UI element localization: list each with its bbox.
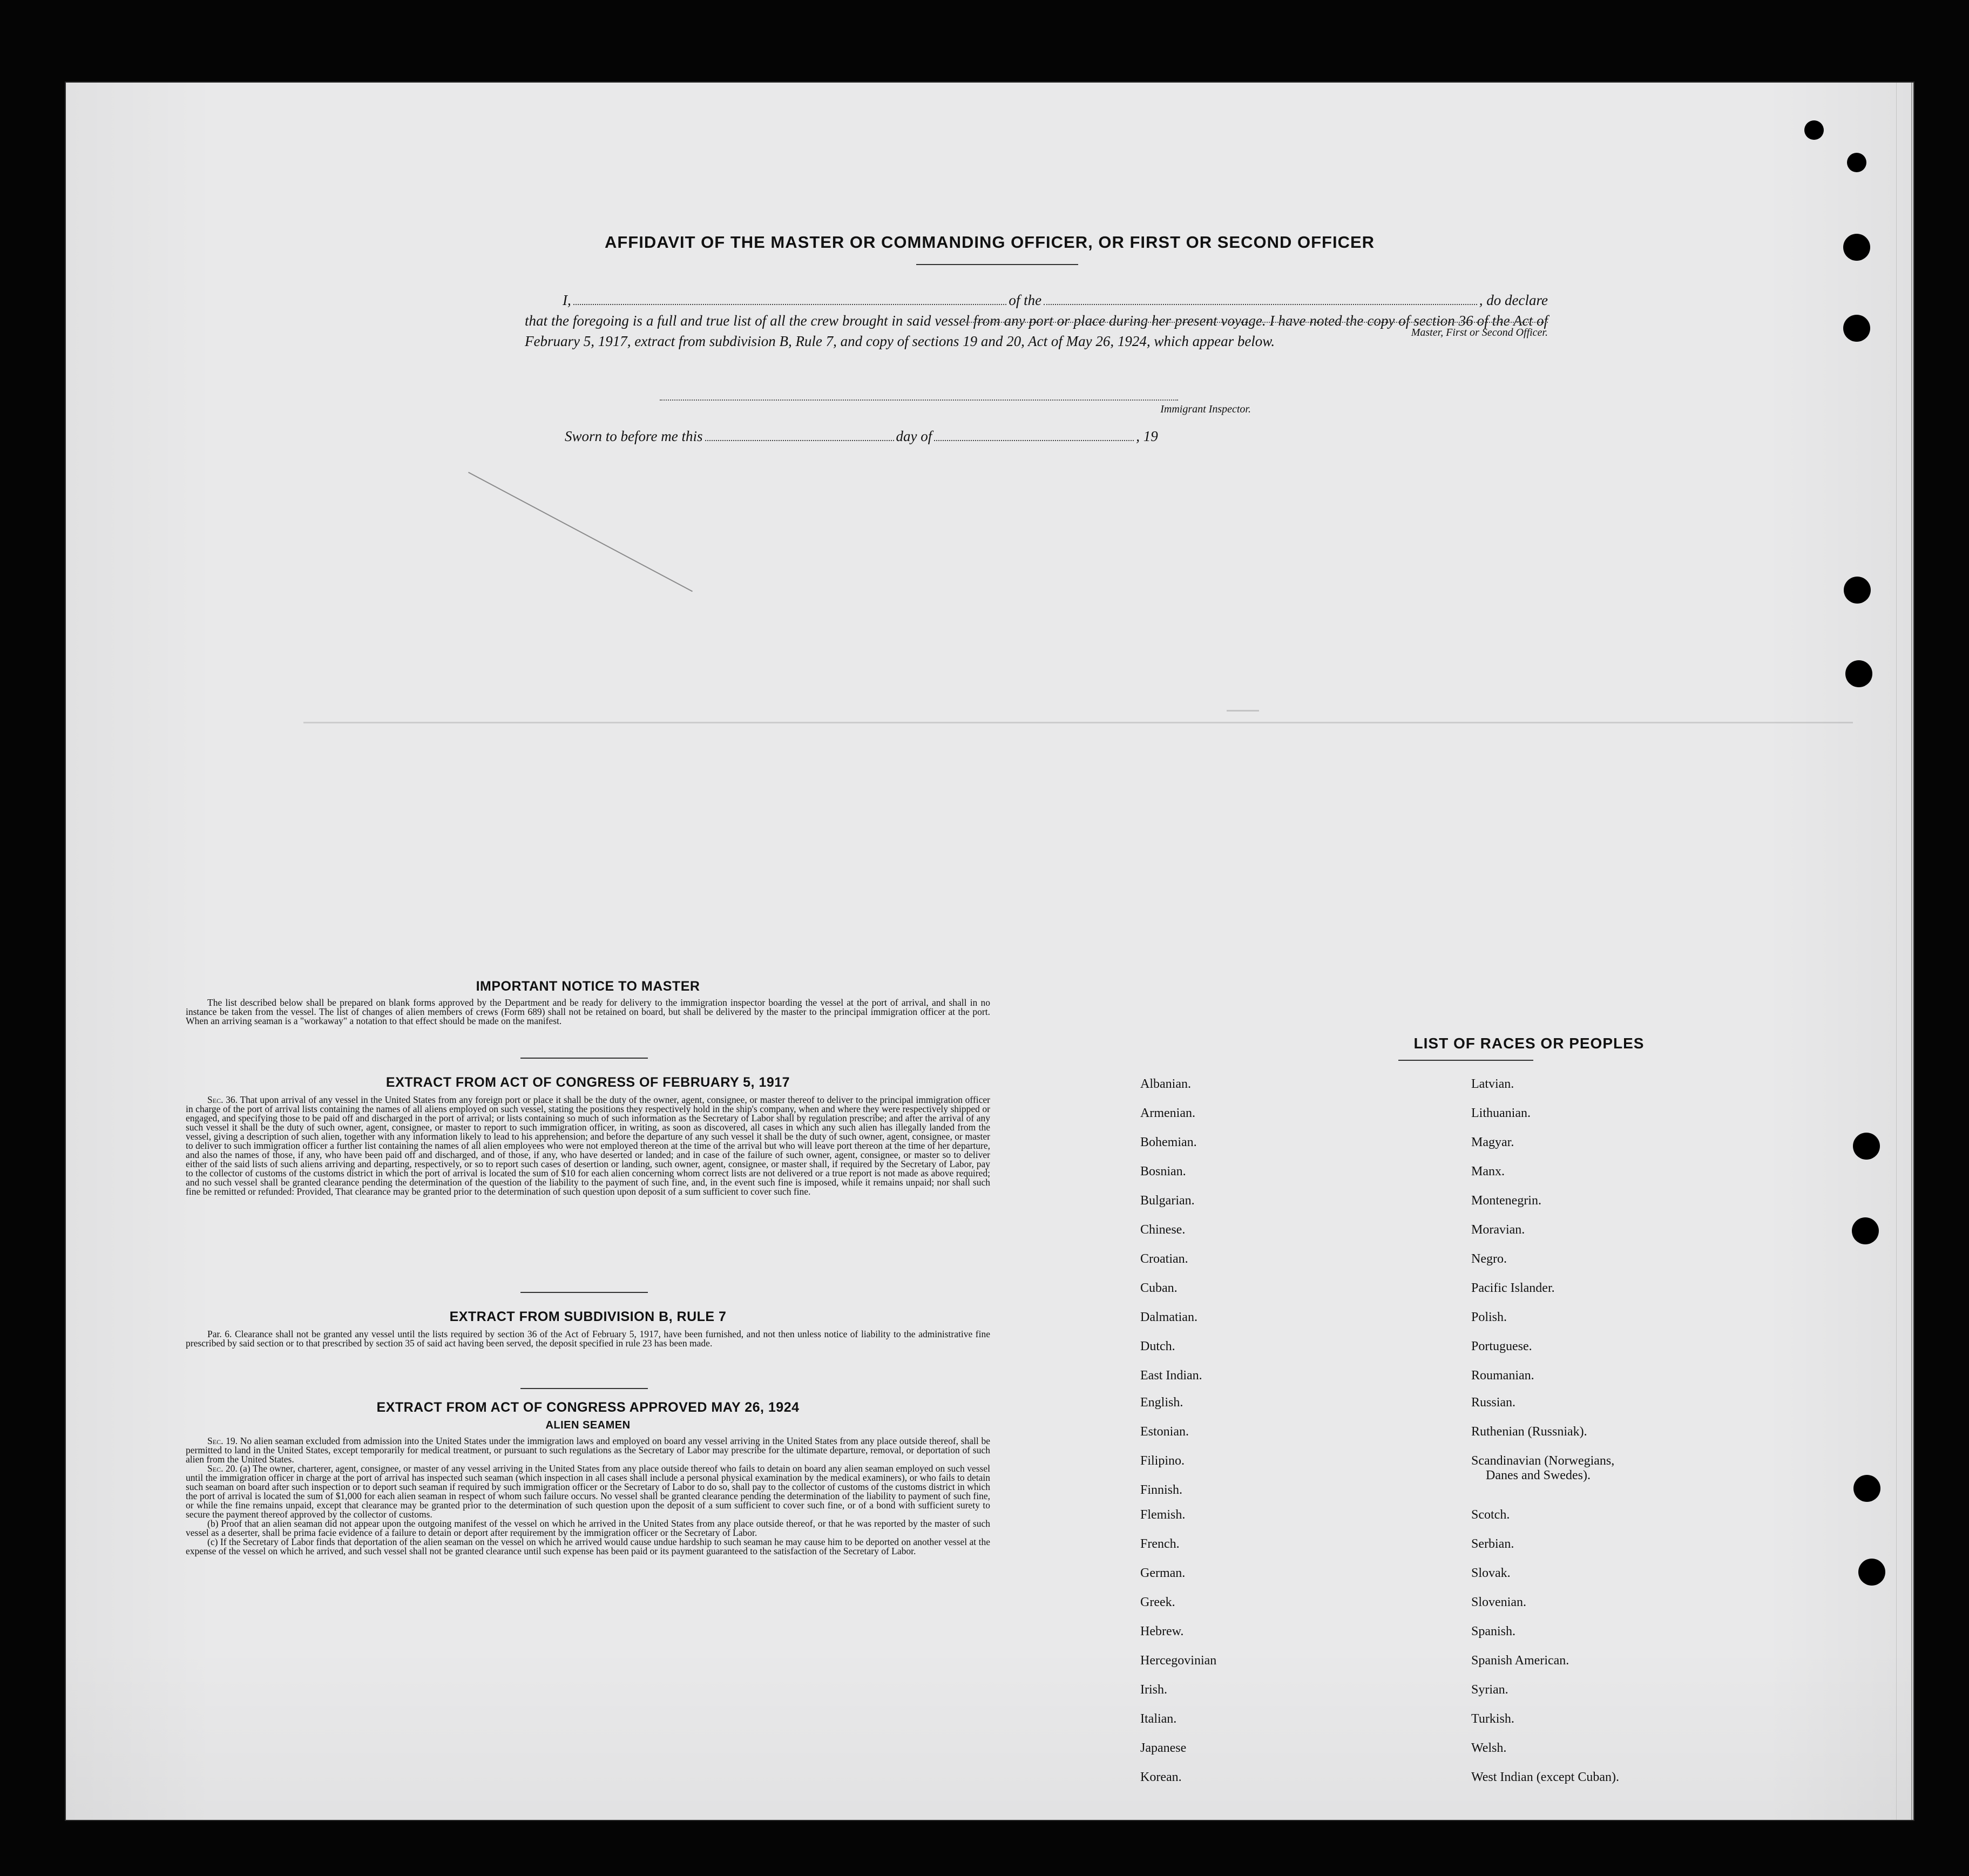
- punch-hole: [1845, 660, 1872, 687]
- race-left-item: Korean.: [1140, 1770, 1182, 1784]
- punch-hole: [1847, 153, 1866, 172]
- sec-20a-text: (a) The owner, charterer, agent, consignee, or master of any vessel arriving in the United States from any place outside thereof who fails to detain on board any alien seaman employed on such vessel until the immigration officer in charge at the port of arrival has inspected such seaman (which inspection in all cases shall include a personal physical examination by the medical examiners), or who fails to detain such seaman on board after such inspection or to deport such seaman if required by such immigration officer or the Secretary of Labor to do so, shall pay to the collector of customs of the customs district in which the port of arrival is located the sum of $1,000 for each alien seaman in respect of whom such failure occurs. No vessel shall be granted clearance pending the determination of the liability to payment of such fine, or while the fine remains unpaid, except that clearance may be granted prior to the determination of such question upon the deposit of a sum sufficient to cover such fine, or of a bond with sufficient surety to secure the payment thereof approved by the collector of customs.: [186, 1463, 991, 1520]
- races-title: LIST OF RACES OR PEOPLES: [1413, 1035, 1645, 1052]
- punch-hole: [1844, 577, 1871, 604]
- race-left-item: Croatian.: [1140, 1252, 1188, 1266]
- race-right-item: Magyar.: [1471, 1135, 1514, 1149]
- divider-1: [520, 1058, 648, 1059]
- inspector-caption: Immigrant Inspector.: [1160, 403, 1251, 415]
- sec-36-paragraph: [186, 1095, 990, 1196]
- race-right-item: Negro.: [1471, 1252, 1507, 1266]
- race-right-item: Spanish.: [1471, 1624, 1516, 1638]
- day-of-label: day of: [896, 428, 932, 444]
- punch-hole: [1843, 234, 1870, 261]
- punch-hole: [1852, 1217, 1879, 1244]
- race-right-item: Slovenian.: [1471, 1595, 1526, 1609]
- notice-title: IMPORTANT NOTICE TO MASTER: [476, 979, 700, 994]
- sworn-label: Sworn to before me this: [565, 428, 703, 444]
- right-edge-line: [1911, 83, 1912, 1820]
- sec-36-text: That upon arrival of any vessel in the United States from any foreign port or place it shall be the duty of the owner, agent, consignee, or master thereof to deliver to the principal immigration officer in charge of the port of arrival lists containing the names of all aliens employed on such vessel, stating the positions they respectively hold in the ship's company, when and where they were respectively shipped or engaged, and specifying those to be paid off and discharged in the port of arrival; or lists containing so much of such information as the Secretary of Labor shall by regulation prescribe; and after the arrival of any such vessel it shall be the duty of such owner, agent, consignee, or master to report to such immigration officer, in writing, as soon as discovered, all cases in which any such alien has illegally landed from the vessel, giving a description of such alien, together with any information likely to lead to his apprehension; and before the departure of any such vessel it shall be the duty of such owner, agent, consignee, or master to deliver to such immigration officer a further list containing the names of all alien employees who were not employed thereon at the time of the arrival but who will leave port thereon at the time of her departure, and also the names of those, if any, who have been paid off and discharged, and of those, if any, who have deserted or landed; and in case of the failure of such owner, agent, consignee, or master so to deliver either of the said lists of such aliens arriving and departing, respectively, or so to report such cases of desertion or landing, such owner, agent, consignee, or master shall, if required by the Secretary of Labor, pay to the collector of customs of the customs district in which the port of arrival is located the sum of $10 for each alien concerning whom correct lists are not delivered or a true report is not made as above required; and no such vessel shall be granted clearance pending the determination of the question of the liability to the payment of such fine, and, in the event such fine is imposed, while it remains unpaid; nor shall such fine be remitted or refunded: Provided, That clearance may be granted prior to the determination of such question upon deposit of a sum sufficient to cover such fine.: [186, 1094, 990, 1197]
- race-left-item: French.: [1140, 1537, 1180, 1551]
- race-left-item: Bosnian.: [1140, 1164, 1186, 1179]
- sec-20a-paragraph: [186, 1464, 990, 1519]
- title-rule: [916, 264, 1078, 265]
- race-right-item: Montenegrin.: [1471, 1194, 1541, 1208]
- race-left-item: Bohemian.: [1140, 1135, 1197, 1149]
- race-left-item: Dalmatian.: [1140, 1310, 1197, 1324]
- race-right-item: Pacific Islander.: [1471, 1281, 1555, 1295]
- race-left-item: German.: [1140, 1566, 1186, 1580]
- race-right-item: Spanish American.: [1471, 1654, 1569, 1668]
- notice-paragraph: The list described below shall be prepared on blank forms approved by the Department and be ready for delivery to the immigration inspector boarding the vessel at the port of arrival, and shall in no instance be taken from the vessel. The list of changes of alien members of crews (Form 689) shall not be retained on board, but shall be delivered by the master to the principal immigration officer at the port. When an arriving seaman is a "workaway" a notation to that effect should be made on the manifest.: [186, 997, 990, 1026]
- vessel-blank[interactable]: [1044, 293, 1477, 305]
- punch-hole: [1843, 315, 1870, 342]
- extract-rule7-body: [186, 1330, 990, 1348]
- year-label: , 19: [1136, 428, 1158, 444]
- race-right-item: Syrian.: [1471, 1683, 1508, 1697]
- race-left-item: Armenian.: [1140, 1106, 1195, 1120]
- do-declare-label: , do declare: [1479, 292, 1548, 308]
- punch-hole: [1853, 1475, 1880, 1502]
- sec-19-label: Sec. 19.: [207, 1435, 238, 1446]
- race-right-item: Manx.: [1471, 1164, 1505, 1179]
- extract-1917-title: EXTRACT FROM ACT OF CONGRESS OF FEBRUARY 5, 1917: [385, 1075, 790, 1090]
- punch-hole: [1853, 1133, 1880, 1160]
- races-title-rule: [1398, 1060, 1533, 1061]
- race-left-item: Japanese: [1140, 1741, 1187, 1755]
- extract-rule7-title: EXTRACT FROM SUBDIVISION B, RULE 7: [449, 1309, 727, 1324]
- extract-1917-body: [186, 1095, 990, 1196]
- race-left-item: English.: [1140, 1396, 1183, 1410]
- inspector-signature-line[interactable]: [660, 399, 1178, 401]
- race-left-item: Dutch.: [1140, 1339, 1175, 1353]
- race-right-item: Roumanian.: [1471, 1369, 1534, 1383]
- par-6-paragraph: Par. 6. Clearance shall not be granted any vessel until the lists required by section 36 of the Act of February 5, 1917, have been furnished, and not then unless notice of liability to the administrative fine prescribed by said section or to that prescribed by section 35 of said act having been served, the deposit specified in rule 23 has been made.: [186, 1329, 990, 1349]
- of-the-label: of the: [1009, 292, 1042, 308]
- punch-hole: [1804, 120, 1824, 140]
- race-right-item: Danes and Swedes).: [1486, 1468, 1591, 1482]
- race-left-item: Filipino.: [1140, 1454, 1185, 1468]
- race-right-item: Scandinavian (Norwegians,: [1471, 1454, 1615, 1468]
- bleed-through-line: [303, 722, 1853, 723]
- name-blank[interactable]: [573, 293, 1007, 305]
- pen-stroke-mark: [468, 472, 693, 592]
- divider-2: [520, 1292, 648, 1293]
- extract-1924-body: [186, 1437, 990, 1556]
- affidavit-title: AFFIDAVIT OF THE MASTER OR COMMANDING OFFICER, OR FIRST OR SECOND OFFICER: [604, 233, 1375, 252]
- race-right-item: Latvian.: [1471, 1077, 1514, 1091]
- race-left-item: Hebrew.: [1140, 1624, 1184, 1638]
- race-right-item: Turkish.: [1471, 1712, 1514, 1726]
- race-left-item: Cuban.: [1140, 1281, 1178, 1295]
- i-label: I,: [563, 292, 571, 308]
- race-left-item: Italian.: [1140, 1712, 1177, 1726]
- race-right-item: Moravian.: [1471, 1223, 1525, 1237]
- bleed-through-mark: [1227, 710, 1259, 712]
- master-caption: Master, First or Second Officer.: [1411, 327, 1548, 338]
- race-left-item: East Indian.: [1140, 1369, 1202, 1383]
- notice-body: [186, 998, 990, 1026]
- punch-hole: [1858, 1559, 1885, 1586]
- master-signature-line[interactable]: [965, 322, 1548, 323]
- race-right-item: Lithuanian.: [1471, 1106, 1531, 1120]
- race-left-item: Estonian.: [1140, 1425, 1189, 1439]
- race-right-item: Slovak.: [1471, 1566, 1511, 1580]
- race-right-item: Ruthenian (Russniak).: [1471, 1425, 1587, 1439]
- sec-19-text: No alien seaman excluded from admission into the United States under the immigration laws and employed on board any vessel arriving in the United States from any place outside thereof, shall be permitted to land in the United States, except temporarily for medical treatment, or pursuant to such regulations as the Secretary of Labor may prescribe for the ultimate departure, removal, or deportation of such alien from the United States.: [186, 1435, 990, 1465]
- race-right-item: Scotch.: [1471, 1508, 1510, 1522]
- race-left-item: Bulgarian.: [1140, 1194, 1195, 1208]
- declaration-first-line: [525, 290, 1548, 310]
- alien-seamen-subtitle: ALIEN SEAMEN: [545, 1419, 631, 1431]
- document-page: [66, 83, 1913, 1820]
- race-left-item: Chinese.: [1140, 1223, 1186, 1237]
- sec-20b-paragraph: (b) Proof that an alien seaman did not appear upon the outgoing manifest of the vessel on which he arrived in the United States from any place outside thereof, or that he was reported by the master of such vessel as a deserter, shall be prima facie evidence of a failure to detain or deport after requirement by the immigration officer or the Secretary of Labor.: [186, 1518, 990, 1538]
- sworn-line: [565, 428, 1191, 445]
- race-left-item: Irish.: [1140, 1683, 1167, 1697]
- race-left-item: Flemish.: [1140, 1508, 1186, 1522]
- race-right-item: Russian.: [1471, 1396, 1516, 1410]
- race-right-item: Portuguese.: [1471, 1339, 1532, 1353]
- sec-20-label: Sec. 20.: [207, 1463, 238, 1474]
- race-left-item: Hercegovinian: [1140, 1654, 1217, 1668]
- race-left-item: Albanian.: [1140, 1077, 1191, 1091]
- race-right-item: Polish.: [1471, 1310, 1507, 1324]
- sworn-month-blank[interactable]: [934, 430, 1134, 441]
- race-right-item: Serbian.: [1471, 1537, 1514, 1551]
- race-left-item: Finnish.: [1140, 1483, 1183, 1497]
- declaration-body: that the foregoing is a full and true list of all the crew brought in said vessel from any port or place during her present voyage. I have noted the copy of section 36 of the Act of February 5, 1917, extract from subdivision B, Rule 7, and copy of sections 19 and 20, Act of May 26, 1924, which appear below.: [525, 313, 1548, 349]
- affidavit-declaration: [525, 290, 1548, 351]
- fold-line: [1896, 83, 1897, 1820]
- race-left-item: Greek.: [1140, 1595, 1175, 1609]
- extract-1924-title: EXTRACT FROM ACT OF CONGRESS APPROVED MAY 26, 1924: [376, 1400, 800, 1415]
- sec-36-label: Sec. 36.: [207, 1094, 238, 1105]
- divider-3: [520, 1388, 648, 1389]
- sec-19-paragraph: [186, 1437, 990, 1464]
- sworn-day-blank[interactable]: [705, 430, 894, 441]
- sec-20c-paragraph: (c) If the Secretary of Labor finds that deportation of the alien seaman on the vessel on which he arrived would cause undue hardship to such seaman he may cause him to be deported on another vessel at the expense of the vessel on which he arrived, and such vessel shall not be granted clearance until such expense has been paid or its payment guaranteed to the satisfaction of the Secretary of Labor.: [186, 1536, 990, 1556]
- race-right-item: West Indian (except Cuban).: [1471, 1770, 1619, 1784]
- race-right-item: Welsh.: [1471, 1741, 1507, 1755]
